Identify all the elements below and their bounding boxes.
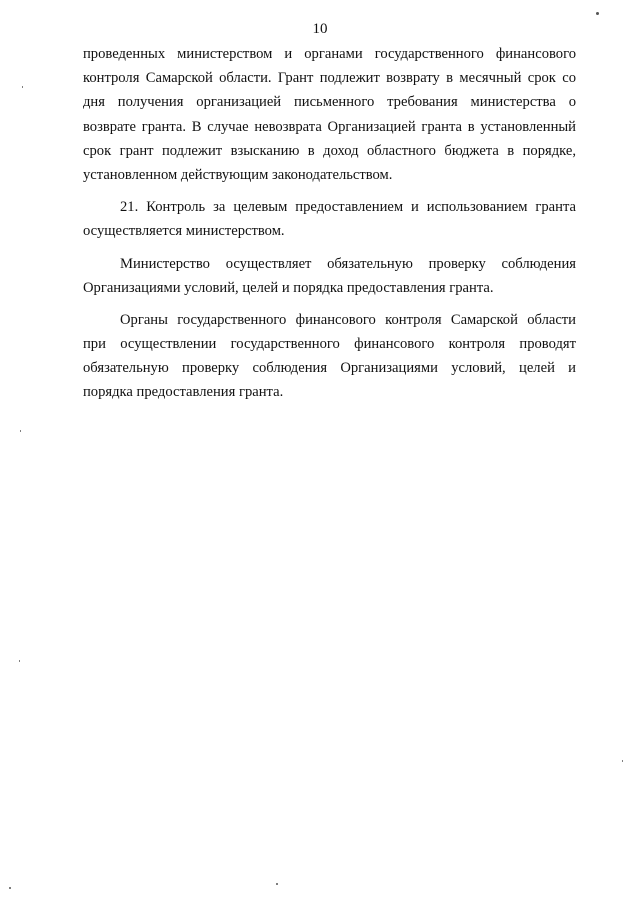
text-line: порядка предоставления гранта. (83, 384, 284, 401)
document-body (83, 42, 576, 413)
text-line: дня получения организацией письменного требования министерства о (83, 94, 576, 111)
paragraph-21-control (83, 195, 576, 243)
text-line: Министерство осуществляет обязательную проверку соблюдения (120, 255, 576, 272)
scan-speck (596, 12, 599, 15)
page-number: 10 (312, 21, 328, 37)
scan-speck (22, 86, 23, 88)
text-line: возврате гранта. В случае невозврата Организацией гранта в установленный (83, 118, 576, 135)
text-line: контроля Самарской области. Грант подлежит возврату в месячный срок со (83, 70, 576, 87)
paragraph-grant-return (83, 42, 576, 187)
text-line: осуществляется министерством. (83, 223, 285, 240)
text-line: установленном действующим законодательством. (83, 166, 393, 183)
text-line: при осуществлении государственного финансового контроля проводят (83, 336, 576, 353)
scan-speck (9, 887, 11, 889)
paragraph-financial-control (83, 308, 576, 405)
text-line: срок грант подлежит взысканию в доход областного бюджета в порядке, (83, 142, 576, 159)
paragraph-ministry-check (83, 252, 576, 300)
text-line: Органы государственного финансового контроля Самарской области (120, 311, 576, 328)
text-line: проведенных министерством и органами государственного финансового (83, 46, 576, 62)
scan-speck (622, 760, 623, 762)
scan-speck (19, 660, 20, 662)
text-line: Организациями условий, целей и порядка предоставления гранта. (83, 279, 494, 296)
text-line: обязательную проверку соблюдения Организациями условий, целей и (83, 360, 576, 377)
scan-speck (276, 883, 278, 885)
scan-speck (20, 430, 21, 432)
text-line: 21. Контроль за целевым предоставлением и использованием гранта (120, 199, 576, 216)
